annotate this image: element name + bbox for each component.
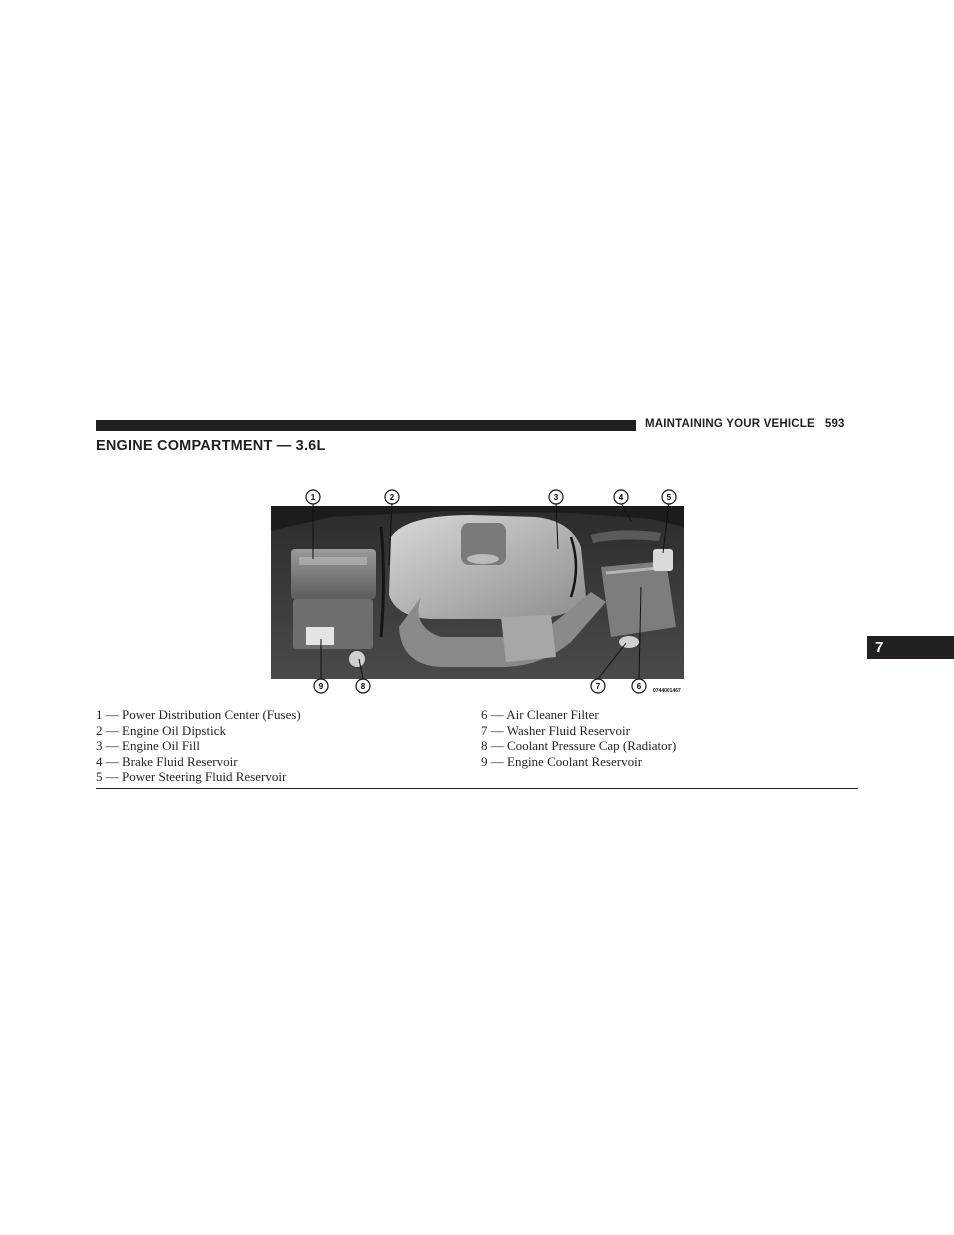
legend-item: 5 — Power Steering Fluid Reservoir [96,769,287,784]
svg-text:7: 7 [595,682,601,691]
legend-item: 4 — Brake Fluid Reservoir [96,753,238,769]
svg-text:2: 2 [389,493,395,502]
svg-text:6: 6 [636,682,642,691]
chapter-tab: 7 [867,636,954,659]
header-bar [96,420,636,431]
running-head-title: MAINTAINING YOUR VEHICLE [645,418,815,430]
callout-1 [306,490,320,504]
legend-item: 1 — Power Distribution Center (Fuses) [96,707,301,722]
callout-9 [314,679,328,693]
callout-8 [356,679,370,693]
legend-item: 9 — Engine Coolant Reservoir [481,753,643,769]
callout-2 [385,490,399,504]
svg-text:5: 5 [666,493,672,502]
running-head [645,418,845,430]
power-distribution-center [291,549,376,599]
callout-4 [614,490,628,504]
legend-item: 8 — Coolant Pressure Cap (Radiator) [481,738,677,753]
figure-code: 0744001467 [653,688,681,694]
washer-fluid-reservoir [619,636,639,648]
svg-text:8: 8 [360,682,366,691]
page-number: 593 [824,418,845,430]
svg-text:3: 3 [553,493,559,502]
coolant-pressure-cap [349,651,365,667]
legend-item: 7 — Washer Fluid Reservoir [481,722,630,738]
engine-compartment-figure [271,487,701,697]
svg-text:4: 4 [618,493,624,502]
section-title: ENGINE COMPARTMENT — 3.6L [96,438,326,454]
legend-divider [96,788,858,789]
legend-item: 6 — Air Cleaner Filter [481,707,599,722]
callout-6 [632,679,646,693]
legend-left [96,707,301,785]
svg-text:9: 9 [318,682,324,691]
callout-7 [591,679,605,693]
engine-illustration [271,487,701,697]
svg-text:1: 1 [310,493,316,502]
callout-5 [662,490,676,504]
legend-item: 2 — Engine Oil Dipstick [96,722,226,738]
legend-right [481,707,676,769]
legend-item: 3 — Engine Oil Fill [96,738,200,753]
callout-3 [549,490,563,504]
coolant-reservoir [306,627,334,645]
